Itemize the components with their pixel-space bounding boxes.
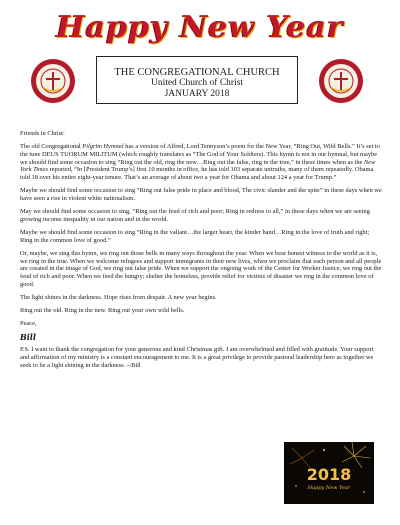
newsletter-header	[96, 56, 298, 104]
fireworks-caption: Happy New Year	[307, 485, 351, 491]
happy-new-year-banner	[0, 6, 400, 54]
church-seal-right-icon	[318, 58, 364, 104]
fireworks-year: 2018	[306, 465, 352, 484]
letter-paragraph-5: Or, maybe, we sing this hymn, we ring out those bells in many ways throughout the year. When we bear honest witness to the world as it is, we ring in the true. When we welcome refugees and support immigrants in their new lives, when we proclaim that each person and all people are created in the image of God, we ring out false pride. When we support the ongoing work of the Center for Worker Justice, we ring out the feud of rich and poor. When we feed the hungry; shelter the homeless, provide relief for victims of disaster we ring in the common love of good.	[20, 249, 382, 288]
letter-paragraph-4: Maybe we should find some occasion to sing “Ring in the valiant…the larger heart, the kinder hand…Ring in the love of truth and right; Ring in the common love of good.”	[20, 229, 370, 244]
church-name: THE CONGREGATIONAL CHURCH	[114, 67, 280, 78]
letter-paragraph-1: The old Congregational Pilgrim Hymnal has a version of Alfred, Lord Tennyson’s poem for the New Year, “Ring Out, Wild Bells.” It’s set to the tune DEUS TUORUM MILITUM (which roughly translates as “The God of Your Soldiers). This hymn is not in our hymnal, but maybe we should find some occasion to sing “Ring out the old, ring the new…Ring out the false, ring in the true,” in these times when as the New York Times reported, “In [President Trump’s] first 10 months in office, he has told 103 separate untruths, many of them repeatedly. Obama told 18 over his entire eight-year tenure. That’s an average of about two a year for Obama and about 124 a year for Trump.”	[20, 143, 380, 182]
letter-closing: Peace,	[20, 320, 37, 328]
letter-paragraph-2: Maybe we should find some occasion to sing “Ring out false pride in place and blood, The civic slander and the spite” in these days when we have seen a rise in violent white nationalism.	[20, 187, 382, 202]
letter-paragraph-7: Ring out the old. Ring in the new. Ring out your own wild bells.	[20, 307, 185, 315]
fireworks-icon	[284, 442, 374, 504]
signature: Bill	[20, 331, 36, 342]
letter-postscript: P.S. I want to thank the congregation for your generous and kind Christmas gift. I am overwhelmed and filled with gratitude. Your support and affirmation of my ministry is a constant encouragement to me. It is a great privilege to provide pastoral leadership here as together we seek to be a light shining in the darkness. --Bill	[20, 346, 374, 369]
banner-text: Happy New Year	[56, 10, 344, 45]
letter-paragraph-3: May we should find some occasion to sing, “Ring out the feud of rich and poor; Ring in redress to all,” in these days when we are seeing growing income inequality in our nation and in the world.	[20, 208, 370, 223]
pastor-letter	[20, 130, 382, 375]
church-seal-left-icon	[30, 58, 76, 104]
issue-date: JANUARY 2018	[164, 89, 230, 99]
new-year-fireworks-image	[284, 442, 374, 504]
denomination: United Church of Christ	[150, 78, 244, 88]
letter-paragraph-6: The light shines in the darkness. Hope rises from despair. A new year begins.	[20, 293, 217, 301]
letter-greeting: Friends in Christ:	[20, 130, 65, 137]
